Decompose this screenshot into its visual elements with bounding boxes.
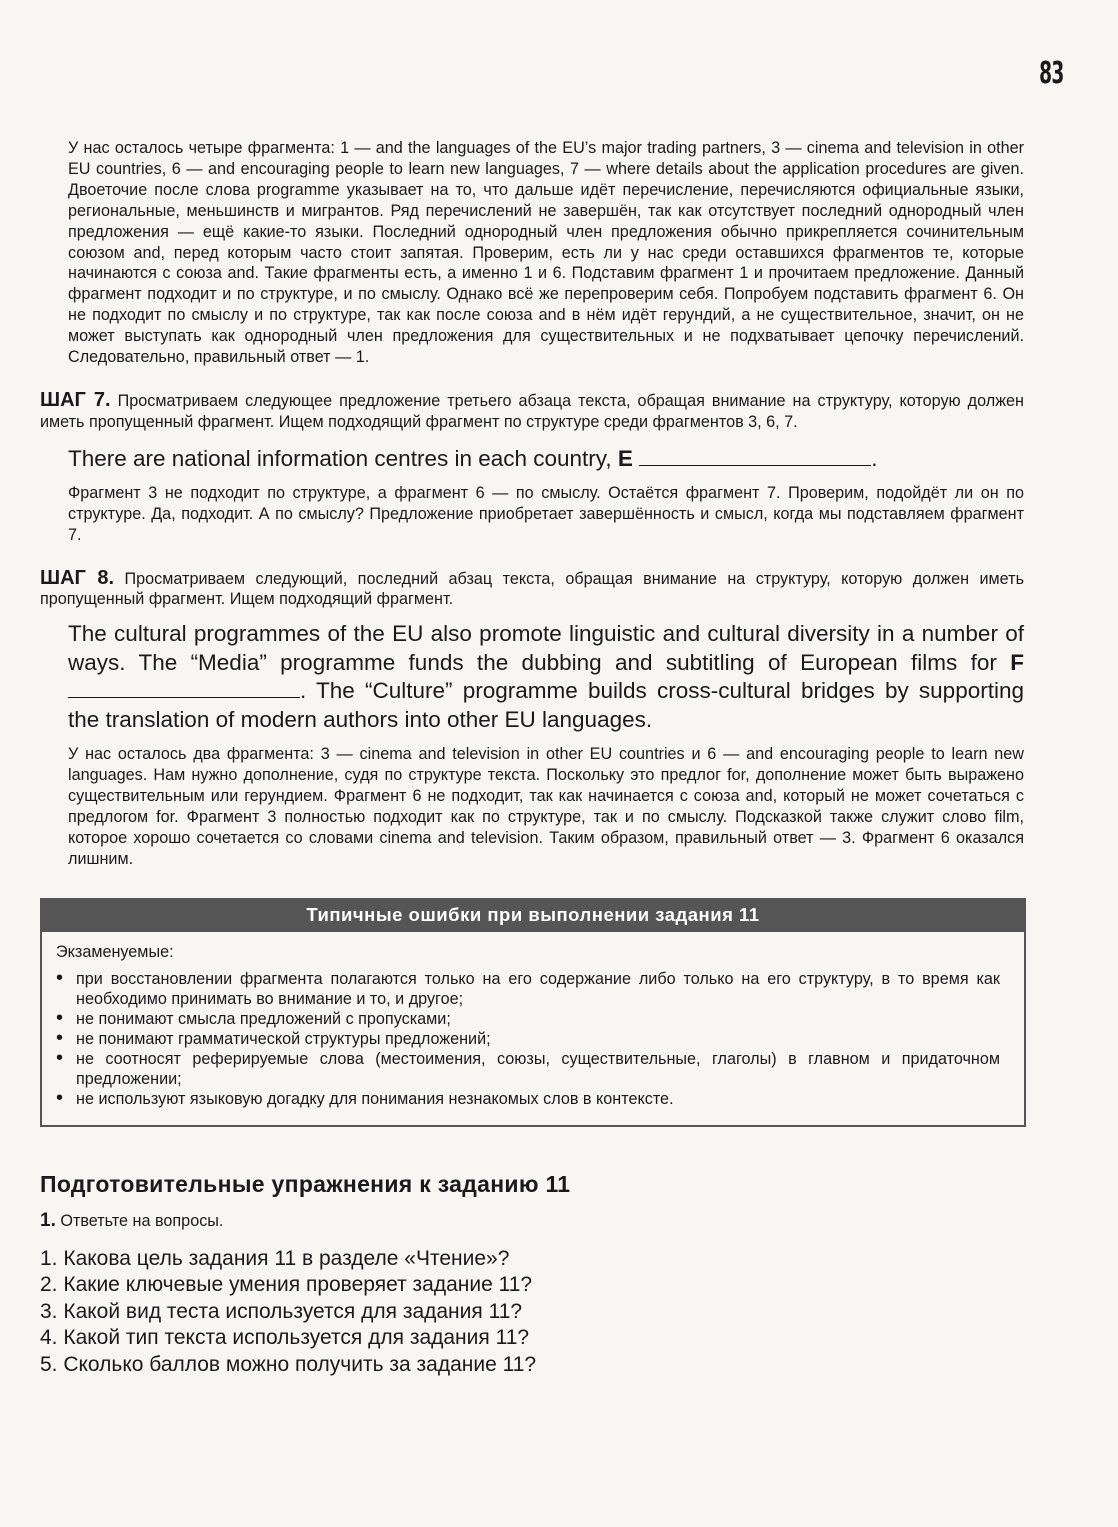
step-7-text: Просматриваем следующее предложение третьего абзаца текста, обращая внимание на структуру, которую должен иметь пропущенный фрагмент. Ищем подходящий фрагмент по структуре среди фрагментов 3, 6, 7. (40, 391, 1024, 431)
exercise-instruction: Ответьте на вопросы. (60, 1211, 224, 1230)
gap-label-f: F (1010, 649, 1024, 675)
step-7-explanation: Фрагмент 3 не подходит по структуре, а фрагмент 6 — по смыслу. Остаётся фрагмент 7. Проверим, подойдёт ли он по структуре. Да, подходит. А по смыслу? Предложение приобретает завершённость и смысл, когда мы подставляем фрагмент 7. (68, 483, 1024, 544)
intro-paragraph: У нас осталось четыре фрагмента: 1 — and the languages of the EU’s major trading partners, 3 — cinema and television in other EU countries, 6 — and encouraging people to learn new languages, 7 — where details about the application procedures are given. Двоеточие после слова programme указывает на то, что дальше идёт перечисление, перечисляются официальные языки, региональные, меньшинств и мигрантов. Ряд перечислений не завершён, так как отсутствует последний однородный член предложения — ещё какие-то языки. Последний однородный член предложения обычно прикрепляется сочинительным союзом and, перед которым часто стоит запятая. Проверим, есть ли у нас среди оставшихся фрагментов те, которые начинаются с союза and. Такие фрагменты есть, а именно 1 и 6. Подставим фрагмент 1 и прочитаем предложение. Данный фрагмент подходит и по структуре, и по смыслу. Однако всё же перепроверим себя. Попробуем подставить фрагмент 6. Он не подходит по смыслу и по структуре, так как после союза and в нём идёт герундий, а не существительное, значит, он не может выступать как однородный член предложения для существительных и не подхватывает цепочку перечислений. Следовательно, правильный ответ — 1. (68, 139, 1024, 367)
mistake-item: • не понимают грамматической структуры предложений; (56, 1029, 1008, 1049)
step-8-sentence (40, 620, 1024, 734)
step-7-sentence-end: . (871, 445, 878, 471)
section-title: Подготовительные упражнения к заданию 11 (40, 1170, 571, 1197)
step-8-explanation: У нас осталось два фрагмента: 3 — cinema and television in other EU countries и 6 — and encouraging people to learn new languages. Нам нужно дополнение, судя по структуре текста. Поскольку это предлог for, дополнение может быть выражено существительным или герундием. Фрагмент 6 не подходит, так как начинается с союза and, который не может сочетаться с предлогом for. Фрагмент 3 полностью подходит как по структуре, так и по смыслу. Подсказкой также служит слово film, которое хорошо сочетается со словами cinema and television. Таким образом, правильный ответ — 3. Фрагмент 6 оказался лишним. (68, 745, 1024, 868)
question-list (40, 1246, 1024, 1379)
exercise-1 (40, 1210, 1024, 1232)
gap-e-blank (639, 447, 871, 466)
question-item: 1. Какова цель задания 11 в разделе «Чтение»? (40, 1246, 510, 1270)
gap-label-e: E (617, 445, 633, 471)
page-content (40, 138, 1024, 1378)
typical-mistakes-title: Типичные ошибки при выполнении задания 11 (42, 900, 1024, 932)
step-7-sentence-text: There are national information centres in each country, (68, 445, 612, 471)
step-7-sentence (40, 445, 1024, 473)
step-8-text: Просматриваем следующий, последний абзац текста, обращая внимание на структуру, которую должен иметь пропущенный фрагмент. Ищем подходящий фрагмент. (40, 569, 1024, 609)
step-7-label: ШАГ 7. (40, 388, 111, 411)
question-item: 5. Сколько баллов можно получить за задание 11? (40, 1352, 537, 1376)
question-item: 3. Какой вид теста используется для задания 11? (40, 1299, 523, 1323)
exercise-number: 1. (40, 1209, 56, 1231)
mistake-item: • при восстановлении фрагмента полагаются только на его содержание либо только на его структуру, в то время как необходимо принимать во внимание и то, и другое; (56, 969, 1008, 1009)
mistake-item: • не соотносят реферируемые слова (местоимения, союзы, существительные, глаголы) в главном и придаточном предложении; (56, 1049, 1008, 1089)
step-8-label: ШАГ 8. (40, 566, 115, 589)
typical-mistakes-intro: Экзаменуемые: (56, 942, 174, 961)
mistake-item: • не используют языковую догадку для понимания незнакомых слов в контексте. (56, 1089, 1008, 1109)
question-item: 2. Какие ключевые умения проверяет задание 11? (40, 1273, 533, 1297)
typical-mistakes-box (40, 898, 1026, 1127)
step-8-sentence-before: The cultural programmes of the EU also promote linguistic and cultural diversity in a number of ways. The “Media” programme funds the dubbing and subtitling of European films for (68, 621, 1024, 675)
gap-f-blank (68, 679, 300, 698)
mistake-item: • не понимают смысла предложений с пропусками; (56, 1009, 1008, 1029)
typical-mistakes-list (56, 969, 1008, 1109)
page-number: 83 (1039, 56, 1064, 91)
question-item: 4. Какой тип текста используется для задания 11? (40, 1326, 530, 1350)
step-7 (40, 390, 1024, 546)
step-8-sentence-after: . The “Culture” programme builds cross-cultural bridges by supporting the translation of modern authors into other EU languages. (68, 678, 1024, 732)
step-8 (40, 568, 1024, 870)
